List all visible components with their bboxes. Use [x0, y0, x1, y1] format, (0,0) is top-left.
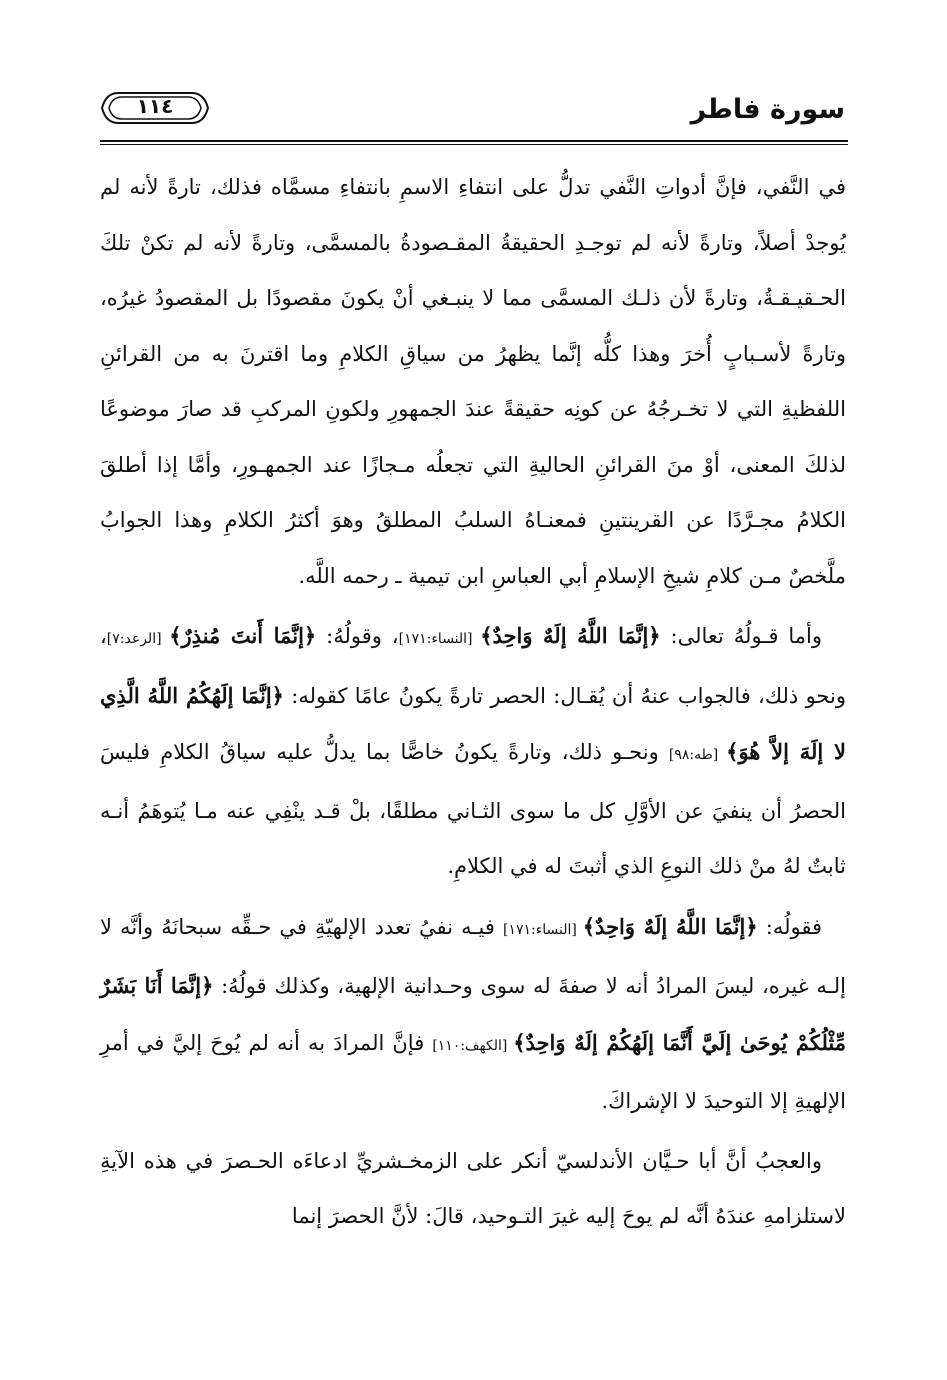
verse-reference: [الكهف:١١٠] [432, 1037, 514, 1054]
verse-reference: [الرعد:٧] [106, 631, 170, 647]
quran-verse: ﴿إنَّمَا أَنتَ مُنذِرٌ﴾ [169, 623, 317, 648]
surah-title: سورة فاطر [690, 94, 845, 125]
body-text: فإنَّ المرادَ به أنه لم يُوحَ إليَّ في أمرِ الإلهيةِ إلا التوحيدَ لا الإشراكَ. [100, 1030, 846, 1113]
body-text: والعجبُ أنَّ أبا حـيَّان الأندلسيّ أنكر على الزمخـشريِّ ادعاءَه الحـصرَ في هذه الآيةِ لاستلزامهِ عندَهُ أنَّه لم يوحَ إليه غيرَ التـوحيد، قالَ: لأنَّ الحصرَ إنما [100, 1148, 846, 1228]
body-text: ، ونحو ذلك، فالجواب عنهُ أن يُقـال: الحصر تارةً يكونُ عامًا كقوله: [100, 624, 846, 708]
paragraph [100, 608, 846, 895]
paragraph [100, 899, 846, 1130]
verse-reference: [طه:٩٨] [668, 747, 727, 763]
quran-verse: ﴿إنَّمَا أَنَا بَشَرٌ مِّثْلُكُمْ يُوحَىٰ إلَيَّ أَنَّمَا إلَهُكُمْ إلَهٌ وَاحِدٌ﴾ [100, 973, 846, 1055]
body-text: ونحـو ذلك، وتارةً يكونُ خاصًّا بما يدلُّ عليه سياقُ الكلامِ فليسَ الحصرُ أن ينفيَ عن الأوَّلِ كل ما سوى الثـاني مطلقًا، بلْ قـد ينْفِي عنه مـا يُتوهَمُ أنـه ثابتٌ لهُ منْ ذلك النوعِ الذي أثبتَ له في الكلامِ. [100, 740, 846, 878]
page-body [100, 160, 846, 1245]
quran-verse: ﴿إنَّمَا اللَّهُ إلَهٌ وَاحِدٌ﴾ [480, 623, 661, 648]
quran-verse: ﴿إنَّمَا اللَّهُ إلَهٌ وَاحِدٌ﴾ [582, 913, 758, 939]
header-rule [100, 140, 848, 145]
page-number-badge [100, 90, 210, 126]
page-header [100, 88, 845, 136]
verse-reference: [النساء:١٧١] [398, 631, 481, 647]
quran-verse: ﴿إنَّمَا إلَهُكُمُ اللَّهُ الَّذِي لا إلَهَ إلاَّ هُوَ﴾ [100, 682, 846, 764]
verse-reference: [النساء:١٧١] [502, 921, 583, 938]
body-text: فيـه نفيُ تعدد الإلهيّةِ في حـقِّه سبحانَهُ وأنَّه لا إلـه غيره، ليسَ المرادُ أنه لا صفةَ له سوى وحـدانية الإلهية، وكذلك قولُهُ: [100, 914, 846, 998]
page-number: ١١٤ [136, 94, 174, 118]
body-text: في النَّفي، فإنَّ أدواتِ النَّفي تدلُّ على انتفاءِ الاسمِ بانتفاءِ مسمَّاه فذلك، تارةً لأنه لم يُوجدْ أصلاً، وتارةً لأنه لم توجـدِ الحقيقةُ المقـصودةُ بالمسمَّى، وتارةً لأنه لم تكنْ تلكَ الحـقيـقـةُ، وتارةً لأن ذلـك المسمَّى مما لا ينبـغي أنْ يكونَ مقصودًا بل المقصودُ غيرُه، وتارةً لأسـبابٍ أُخرَ وهذا كلُّه إنَّما يظهرُ من سياقِ الكلامِ وما اقترنَ به من القرائنِ اللفظيةِ التي لا تخـرجُهُ عن كونِه حقيقةً عندَ الجمهورِ ولكونِ المركبِ قد صارَ موضوعًا لذلكَ المعنى، أوْ منَ القرائنِ الحاليةِ التي تجعلُه مـجازًا عند الجمهـورِ، وأمَّا إذا أطلقَ الكلامُ مجـرَّدًا عن القرينتينِ فمعنـاهُ السلبُ المطلقُ وهوَ أكثرُ الكلامِ وهذا الجوابُ ملَّخصٌ مـن كلامِ شيخِ الإسلامِ أبي العباسِ ابن تيمية ـ رحمه اللَّه. [100, 175, 846, 588]
body-text: وأما قـولُهُ تعالى: [660, 624, 823, 648]
paragraph [100, 1134, 846, 1245]
body-text: ، وقولُهُ: [316, 624, 399, 648]
paragraph [100, 160, 846, 604]
body-text: فقولُه: [757, 914, 822, 939]
